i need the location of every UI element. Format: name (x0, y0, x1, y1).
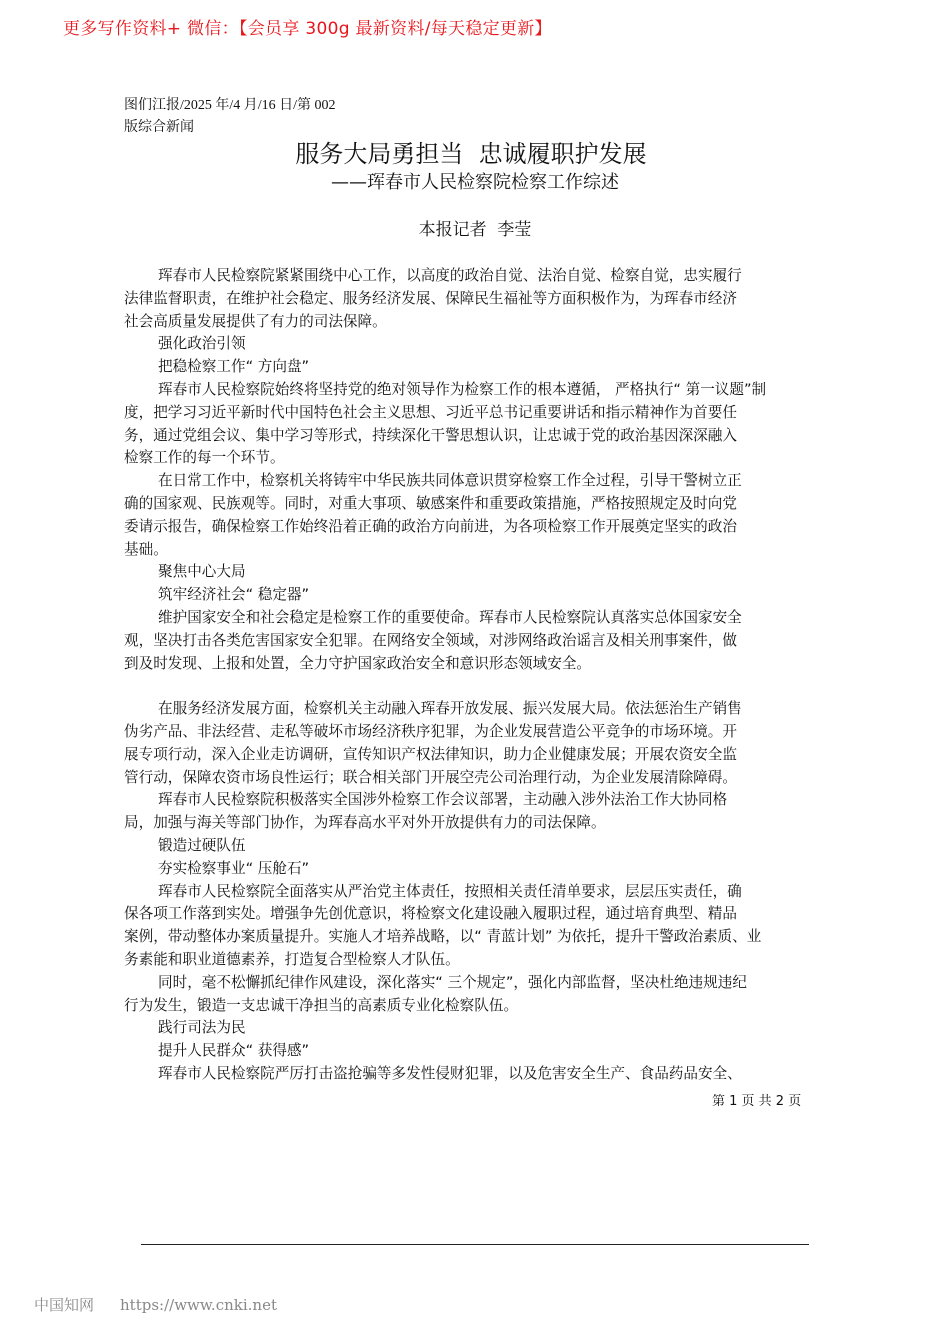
article-line: 行为发生，锻造一支忠诚干净担当的高素质专业化检察队伍。 (124, 996, 519, 1014)
article-line: 保各项工作落到实处。增强争先创优意识，将检察文化建设融入履职过程，通过培育典型、精品 (124, 905, 737, 923)
article-line: 同时，毫不松懈抓纪律作风建设，深化落实“ 三个规定”，强化内部监督，坚决杜绝违规违纪 (158, 973, 747, 991)
article-line: 度，把学习习近平新时代中国特色社会主义思想、习近平总书记重要讲话和指示精神作为首要任 (124, 403, 737, 421)
article-line: 夯实检察事业“ 压舱石” (158, 859, 310, 877)
article-line: 局，加强与海关等部门协作，为珲春高水平对外开放提供有力的司法保障。 (124, 814, 606, 832)
publication-info (124, 95, 336, 139)
article-line: 社会高质量发展提供了有力的司法保障。 (124, 312, 387, 330)
article-line: 务素能和职业道德素养，打造复合型检察人才队伍。 (124, 950, 460, 968)
article-line: 聚焦中心大局 (158, 563, 246, 581)
page-number: 第 1 页 共 2 页 (712, 1094, 802, 1109)
article-line: 践行司法为民 (158, 1019, 246, 1037)
article-line: 筑牢经济社会“ 稳定器” (158, 586, 310, 604)
promo-banner: 更多写作资料+ 微信：【会员享 300g 最新资料/每天稳定更新】 (63, 19, 552, 39)
article-line: 伪劣产品、非法经营、走私等破坏市场经济秩序犯罪，为企业发展营造公平竞争的市场环境。开 (124, 722, 737, 740)
article-line: 维护国家安全和社会稳定是检察工作的重要使命。珲春市人民检察院认真落实总体国家安全 (158, 608, 742, 626)
article-line: 珲春市人民检察院紧紧围绕中心工作，以高度的政治自觉、法治自觉、检察自觉，忠实履行 (158, 267, 742, 284)
article-line: 锻造过硬队伍 (158, 836, 246, 854)
article-line: 珲春市人民检察院全面落实从严治党主体责任，按照相关责任清单要求，层层压实责任，确 (158, 882, 742, 900)
footer-watermark (34, 1294, 277, 1315)
article-line: 把稳检察工作“ 方向盘” (158, 358, 310, 376)
article-byline: 本报记者 李莹 (418, 220, 532, 240)
article-line: 委请示报告，确保检察工作始终沿着正确的政治方向前进，为各项检察工作开展奠定坚实的政治 (124, 517, 737, 535)
article-line: 法律监督职责，在维护社会稳定、服务经济发展、保障民生福祉等方面积极作为，为珲春市经济 (124, 289, 737, 307)
article-subtitle: ——珲春市人民检察院检察工作综述 (331, 172, 619, 193)
article-line: 案例，带动整体办案质量提升。实施人才培养战略，以“ 青蓝计划” 为依托，提升干警政治素质、业 (124, 928, 762, 946)
article-line: 展专项行动，深入企业走访调研，宣传知识产权法律知识，助力企业健康发展；开展农资安全监 (124, 745, 737, 763)
article-line: 确的国家观、民族观等。同时，对重大事项、敏感案件和重要政策措施，严格按照规定及时向党 (124, 494, 737, 512)
blank-line (124, 675, 830, 698)
article-line: 提升人民群众“ 获得感” (158, 1042, 310, 1060)
article-line: 珲春市人民检察院始终将坚持党的绝对领导作为检察工作的根本遵循， 严格执行“ 第一议题”制 (158, 380, 767, 398)
footer-divider (141, 1244, 809, 1245)
article-title (0, 138, 950, 170)
article-line: 珲春市人民检察院积极落实全国涉外检察工作会议部署，主动融入涉外法治工作大协同格 (158, 791, 728, 809)
article-line: 基础。 (124, 540, 168, 558)
article-line: 管行动，保障农资市场良性运行；联合相关部门开展空壳公司治理行动，为企业发展清除障碍。 (124, 768, 737, 786)
article-line: 务，通过党组会议、集中学习等形式，持续深化干警思想认识，让忠诚于党的政治基因深深融入 (124, 426, 737, 444)
article-line: 珲春市人民检察院严厉打击盗抢骗等多发性侵财犯罪，以及危害安全生产、食品药品安全、 (158, 1064, 742, 1082)
article-line: 观，坚决打击各类危害国家安全犯罪。在网络安全领域，对涉网络政治谣言及相关刑事案件，做 (124, 631, 737, 649)
publication-info-line: 版综合新闻 (124, 120, 194, 135)
publication-info-line: 图们江报/2025 年/4 月/16 日/第 002 (124, 98, 336, 113)
article-line: 到及时发现、上报和处置，全力守护国家政治安全和意识形态领域安全。 (124, 654, 592, 672)
footer-url[interactable]: https://www.cnki.net (120, 1296, 277, 1314)
article-title-text: 服务大局勇担当 忠诚履职护发展 (295, 140, 647, 168)
article-line: 强化政治引领 (158, 335, 246, 353)
article-body (124, 265, 830, 1086)
footer-source: 中国知网 (34, 1298, 95, 1314)
article-line: 在日常工作中，检察机关将铸牢中华民族共同体意识贯穿检察工作全过程，引导干警树立正 (158, 472, 742, 490)
article-line: 在服务经济发展方面，检察机关主动融入珲春开放发展、振兴发展大局。依法惩治生产销售 (158, 700, 742, 718)
article-line: 检察工作的每一个环节。 (124, 449, 285, 467)
